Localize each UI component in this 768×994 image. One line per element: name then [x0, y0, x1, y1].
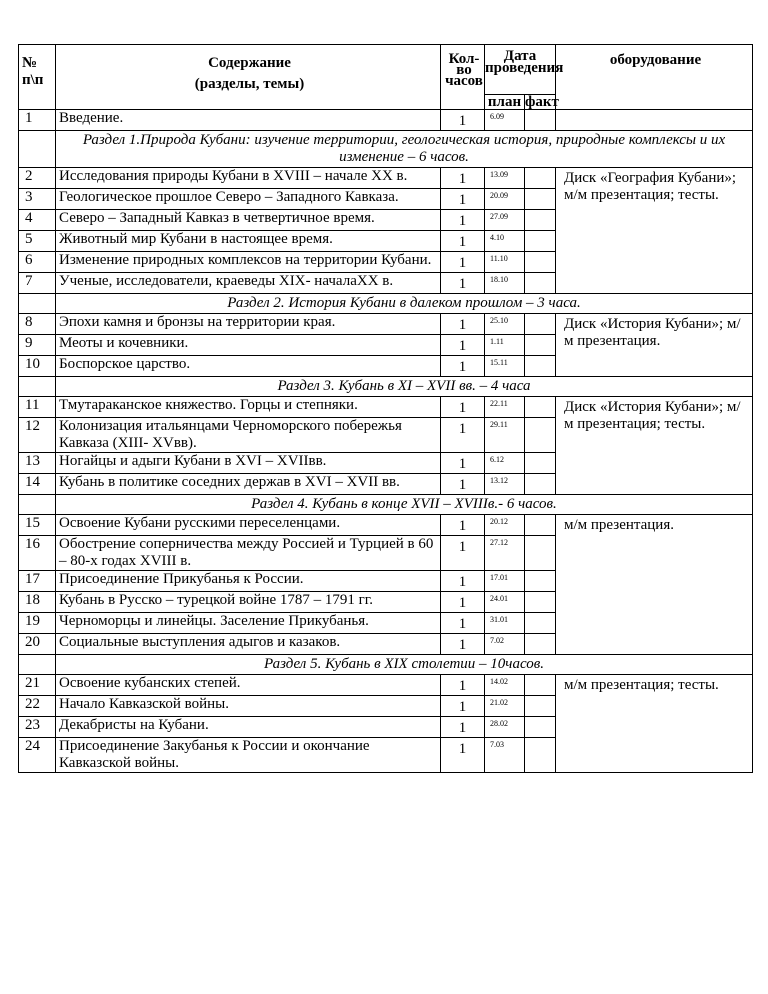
lesson-equipment: м/м презентация. [556, 515, 753, 655]
header-fact: факт [525, 94, 559, 110]
lesson-topic: Ученые, исследователи, краеведы XIX- началаXX в. [56, 273, 441, 294]
lesson-number: 5 [19, 231, 56, 252]
lesson-date-fact [525, 356, 556, 377]
lesson-hours: 1 [441, 335, 485, 356]
lesson-topic: Обострение соперничества между Россией и Турцией в 60 – 80-х годах XVIII в. [56, 536, 441, 571]
lesson-hours: 1 [441, 613, 485, 634]
lesson-equipment [556, 110, 753, 131]
lesson-date-plan: 29.11 [485, 418, 525, 453]
header-row [19, 45, 753, 95]
lesson-date-plan: 22.11 [485, 397, 525, 418]
lesson-date-fact [525, 634, 556, 655]
lesson-equipment: Диск «История Кубани»; м/м презентация; тесты. [556, 397, 753, 495]
lesson-topic: Введение. [56, 110, 441, 131]
header-content-line2: (разделы, темы) [194, 76, 305, 92]
lesson-date-fact [525, 613, 556, 634]
lesson-date-plan: 21.02 [485, 696, 525, 717]
lesson-date-fact [525, 592, 556, 613]
lesson-hours: 1 [441, 110, 485, 131]
section-num-cell [19, 294, 56, 314]
lesson-date-plan: 24.01 [485, 592, 525, 613]
section-title: Раздел 2. История Кубани в далеком прошлом – 3 часа. [56, 294, 753, 314]
lesson-topic: Кубань в политике соседних держав в XVI – XVII вв. [56, 474, 441, 495]
lesson-topic: Изменение природных комплексов на территории Кубани. [56, 252, 441, 273]
header-num [19, 45, 56, 110]
lesson-number: 23 [19, 717, 56, 738]
lesson-number: 16 [19, 536, 56, 571]
lesson-date-plan: 31.01 [485, 613, 525, 634]
lesson-date-fact [525, 110, 556, 131]
lesson-date-plan: 11.10 [485, 252, 525, 273]
lesson-row [19, 110, 753, 131]
lesson-hours: 1 [441, 231, 485, 252]
lesson-topic: Исследования природы Кубани в XVIII – начале XX в. [56, 168, 441, 189]
lesson-date-plan: 28.02 [485, 717, 525, 738]
lesson-topic: Меоты и кочевники. [56, 335, 441, 356]
section-title: Раздел 5. Кубань в XIX столетии – 10часов. [56, 655, 753, 675]
table-body [19, 45, 753, 773]
lesson-date-plan: 6.09 [485, 110, 525, 131]
lesson-number: 7 [19, 273, 56, 294]
lesson-topic: Боспорское царство. [56, 356, 441, 377]
lesson-hours: 1 [441, 210, 485, 231]
lesson-number: 10 [19, 356, 56, 377]
lesson-topic: Присоединение Прикубанья к России. [56, 571, 441, 592]
lesson-number: 8 [19, 314, 56, 335]
lesson-topic: Животный мир Кубани в настоящее время. [56, 231, 441, 252]
lesson-number: 2 [19, 168, 56, 189]
lesson-date-plan: 25.10 [485, 314, 525, 335]
lesson-hours: 1 [441, 696, 485, 717]
lesson-date-plan: 18.10 [485, 273, 525, 294]
lesson-hours: 1 [441, 273, 485, 294]
lesson-topic: Эпохи камня и бронзы на территории края. [56, 314, 441, 335]
lesson-hours: 1 [441, 189, 485, 210]
lesson-topic: Колонизация итальянцами Черноморского побережья Кавказа (XIII- XVвв). [56, 418, 441, 453]
lesson-topic: Освоение кубанских степей. [56, 675, 441, 696]
lesson-topic: Кубань в Русско – турецкой войне 1787 – 1791 гг. [56, 592, 441, 613]
lesson-row [19, 397, 753, 418]
lesson-number: 15 [19, 515, 56, 536]
lesson-date-plan: 13.12 [485, 474, 525, 495]
lesson-date-plan: 6.12 [485, 453, 525, 474]
lesson-date-fact [525, 536, 556, 571]
lesson-topic: Геологическое прошлое Северо – Западного Кавказа. [56, 189, 441, 210]
lesson-hours: 1 [441, 738, 485, 773]
lesson-row [19, 314, 753, 335]
lesson-number: 20 [19, 634, 56, 655]
section-num-cell [19, 377, 56, 397]
lesson-number: 22 [19, 696, 56, 717]
lesson-number: 12 [19, 418, 56, 453]
lesson-hours: 1 [441, 571, 485, 592]
lesson-hours: 1 [441, 592, 485, 613]
header-num-label: № п\п [22, 55, 44, 88]
lesson-date-fact [525, 474, 556, 495]
section-row [19, 655, 753, 675]
lesson-date-fact [525, 273, 556, 294]
lesson-date-fact [525, 397, 556, 418]
lesson-topic: Начало Кавказской войны. [56, 696, 441, 717]
lesson-hours: 1 [441, 717, 485, 738]
section-num-cell [19, 655, 56, 675]
section-row [19, 131, 753, 168]
lesson-date-plan: 20.09 [485, 189, 525, 210]
section-row [19, 495, 753, 515]
lesson-date-plan: 13.09 [485, 168, 525, 189]
lesson-date-fact [525, 571, 556, 592]
lesson-date-fact [525, 335, 556, 356]
lesson-date-fact [525, 231, 556, 252]
lesson-topic: Освоение Кубани русскими переселенцами. [56, 515, 441, 536]
lesson-date-plan: 4.10 [485, 231, 525, 252]
lesson-row [19, 168, 753, 189]
lesson-date-plan: 27.09 [485, 210, 525, 231]
lesson-date-fact [525, 418, 556, 453]
lesson-row [19, 675, 753, 696]
lesson-number: 17 [19, 571, 56, 592]
lesson-date-plan: 20.12 [485, 515, 525, 536]
lesson-hours: 1 [441, 474, 485, 495]
lesson-hours: 1 [441, 168, 485, 189]
lesson-hours: 1 [441, 314, 485, 335]
lesson-date-plan: 17.01 [485, 571, 525, 592]
section-num-cell [19, 131, 56, 168]
lesson-date-plan: 7.02 [485, 634, 525, 655]
section-row [19, 294, 753, 314]
lesson-topic: Декабристы на Кубани. [56, 717, 441, 738]
lesson-topic: Северо – Западный Кавказ в четвертичное время. [56, 210, 441, 231]
lesson-number: 13 [19, 453, 56, 474]
lesson-date-fact [525, 453, 556, 474]
lesson-date-fact [525, 717, 556, 738]
lesson-hours: 1 [441, 252, 485, 273]
lesson-topic: Ногайцы и адыги Кубани в XVI – XVIIвв. [56, 453, 441, 474]
lesson-hours: 1 [441, 515, 485, 536]
lesson-number: 1 [19, 110, 56, 131]
lesson-date-plan: 27.12 [485, 536, 525, 571]
lesson-date-fact [525, 314, 556, 335]
section-title: Раздел 4. Кубань в конце XVII – XVIIIв.- 6 часов. [56, 495, 753, 515]
lesson-number: 3 [19, 189, 56, 210]
section-row [19, 377, 753, 397]
lesson-date-fact [525, 696, 556, 717]
lesson-number: 14 [19, 474, 56, 495]
lesson-hours: 1 [441, 418, 485, 453]
lesson-hours: 1 [441, 453, 485, 474]
lesson-date-fact [525, 189, 556, 210]
lesson-hours: 1 [441, 675, 485, 696]
lesson-date-plan: 14.02 [485, 675, 525, 696]
lesson-date-fact [525, 515, 556, 536]
header-content [56, 45, 441, 110]
lesson-topic: Социальные выступления адыгов и казаков. [56, 634, 441, 655]
lesson-hours: 1 [441, 356, 485, 377]
lesson-date-fact [525, 675, 556, 696]
lesson-date-fact [525, 738, 556, 773]
lesson-equipment: м/м презентация; тесты. [556, 675, 753, 773]
lesson-topic: Черноморцы и линейцы. Заселение Прикубанья. [56, 613, 441, 634]
lesson-number: 11 [19, 397, 56, 418]
lesson-number: 21 [19, 675, 56, 696]
lesson-topic: Присоединение Закубанья к России и окончание Кавказской войны. [56, 738, 441, 773]
lesson-date-fact [525, 210, 556, 231]
section-title: Раздел 1.Природа Кубани: изучение территории, геологическая история, природные комплексы и их изменение – 6 часов. [56, 131, 753, 168]
section-num-cell [19, 495, 56, 515]
header-equipment: оборудование [556, 45, 753, 110]
lesson-number: 9 [19, 335, 56, 356]
header-content-line1: Содержание [208, 55, 291, 71]
lesson-number: 24 [19, 738, 56, 773]
lesson-row [19, 515, 753, 536]
header-hours: Кол-во часов [441, 45, 485, 110]
lesson-hours: 1 [441, 536, 485, 571]
lesson-topic: Тмутараканское княжество. Горцы и степняки. [56, 397, 441, 418]
lesson-number: 19 [19, 613, 56, 634]
lesson-number: 6 [19, 252, 56, 273]
thematic-plan-table [18, 44, 753, 773]
lesson-date-plan: 7.03 [485, 738, 525, 773]
lesson-date-plan: 1.11 [485, 335, 525, 356]
header-plan: план [485, 95, 525, 110]
lesson-date-fact [525, 168, 556, 189]
lesson-date-plan: 15.11 [485, 356, 525, 377]
lesson-hours: 1 [441, 397, 485, 418]
lesson-number: 4 [19, 210, 56, 231]
lesson-hours: 1 [441, 634, 485, 655]
lesson-number: 18 [19, 592, 56, 613]
lesson-equipment: Диск «История Кубани»; м/м презентация. [556, 314, 753, 377]
lesson-date-fact [525, 252, 556, 273]
lesson-equipment: Диск «География Кубани»; м/м презентация; тесты. [556, 168, 753, 294]
section-title: Раздел 3. Кубань в XI – XVII вв. – 4 часа [56, 377, 753, 397]
header-date: Дата проведения [485, 45, 556, 95]
